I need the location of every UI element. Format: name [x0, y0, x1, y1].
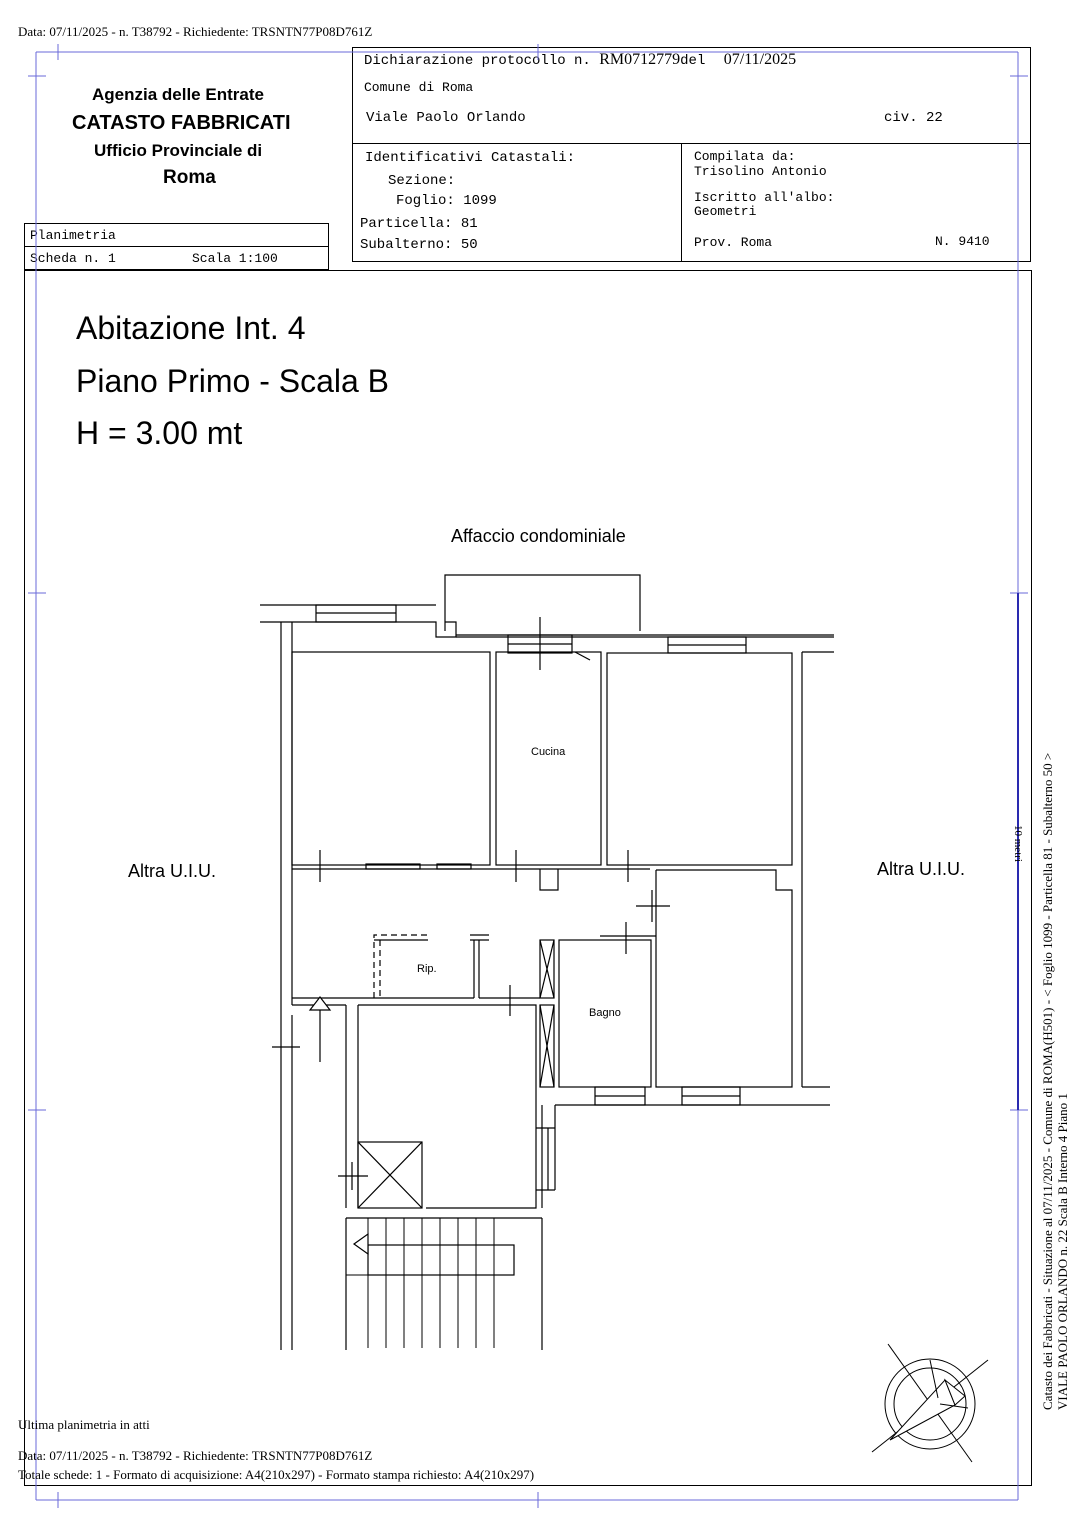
albo-label: Iscritto all'albo:: [694, 190, 835, 205]
ufficio-provinciale: Ufficio Provinciale di: [94, 141, 263, 160]
foglio-label: Foglio: 1099: [396, 193, 497, 209]
subalterno-label: Subalterno: 50: [360, 237, 478, 253]
agency-name: Agenzia delle Entrate: [92, 85, 264, 104]
side-situation-line: Catasto dei Fabbricati - Situazione al 07/11/2025 - Comune di ROMA(H501) - < Foglio 1099 - Particella 81 - Subalterno 50 >: [1040, 752, 1055, 1410]
altra-uiu-left: Altra U.I.U.: [128, 861, 217, 881]
unit-title: Abitazione Int. 4: [76, 310, 306, 346]
albo-number: N. 9410: [935, 234, 990, 249]
unit-height: H = 3.00 mt: [76, 415, 243, 451]
planimetria-label: Planimetria: [30, 228, 116, 243]
header-request-line: Data: 07/11/2025 - n. T38792 - Richiedente: TRSNTN77P08D761Z: [18, 24, 373, 39]
declaration-date: 07/11/2025: [723, 51, 797, 68]
scale-mark-label: 10 metri: [1012, 825, 1024, 862]
compiler-label: Compilata da:: [694, 149, 796, 164]
declaration-label: [364, 51, 796, 69]
civ-label: civ. 22: [884, 110, 943, 126]
albo-value: Geometri: [694, 204, 757, 219]
scheda-label: Scheda n. 1: [30, 251, 116, 266]
identifiers-title: Identificativi Catastali:: [365, 150, 576, 166]
unit-floor: Piano Primo - Scala B: [76, 363, 390, 399]
particella-label: Particella: 81: [360, 216, 478, 232]
altra-uiu-right: Altra U.I.U.: [877, 859, 966, 879]
footer-request-line: Data: 07/11/2025 - n. T38792 - Richiedente: TRSNTN77P08D761Z: [18, 1448, 373, 1463]
affaccio-label: Affaccio condominiale: [451, 526, 626, 546]
side-address-line: VIALE PAOLO ORLANDO n. 22 Scala B Interno 4 Piano 1: [1055, 1093, 1070, 1410]
comune-label: Comune di Roma: [364, 80, 474, 95]
room-cucina: Cucina: [531, 746, 566, 758]
declaration-protocol-label: Dichiarazione protocollo n.: [364, 53, 591, 69]
compiler-name: Trisolino Antonio: [694, 164, 827, 179]
scala-label: Scala 1:100: [192, 251, 278, 266]
room-bagno: Bagno: [589, 1007, 621, 1019]
declaration-number: RM0712779: [599, 51, 681, 68]
declaration-del: del: [680, 53, 706, 69]
footer-totale-schede: Totale schede: 1 - Formato di acquisizione: A4(210x297) - Formato stampa richiesto: A4(210x297): [18, 1467, 535, 1482]
sezione-label: Sezione:: [388, 173, 456, 189]
ufficio-city: Roma: [163, 167, 216, 188]
prov-label: Prov. Roma: [694, 235, 773, 250]
catasto-title: CATASTO FABBRICATI: [72, 112, 291, 134]
ultima-planimetria: Ultima planimetria in atti: [18, 1417, 150, 1432]
address-label: Viale Paolo Orlando: [366, 110, 526, 126]
room-ripostiglio: Rip.: [417, 963, 437, 975]
